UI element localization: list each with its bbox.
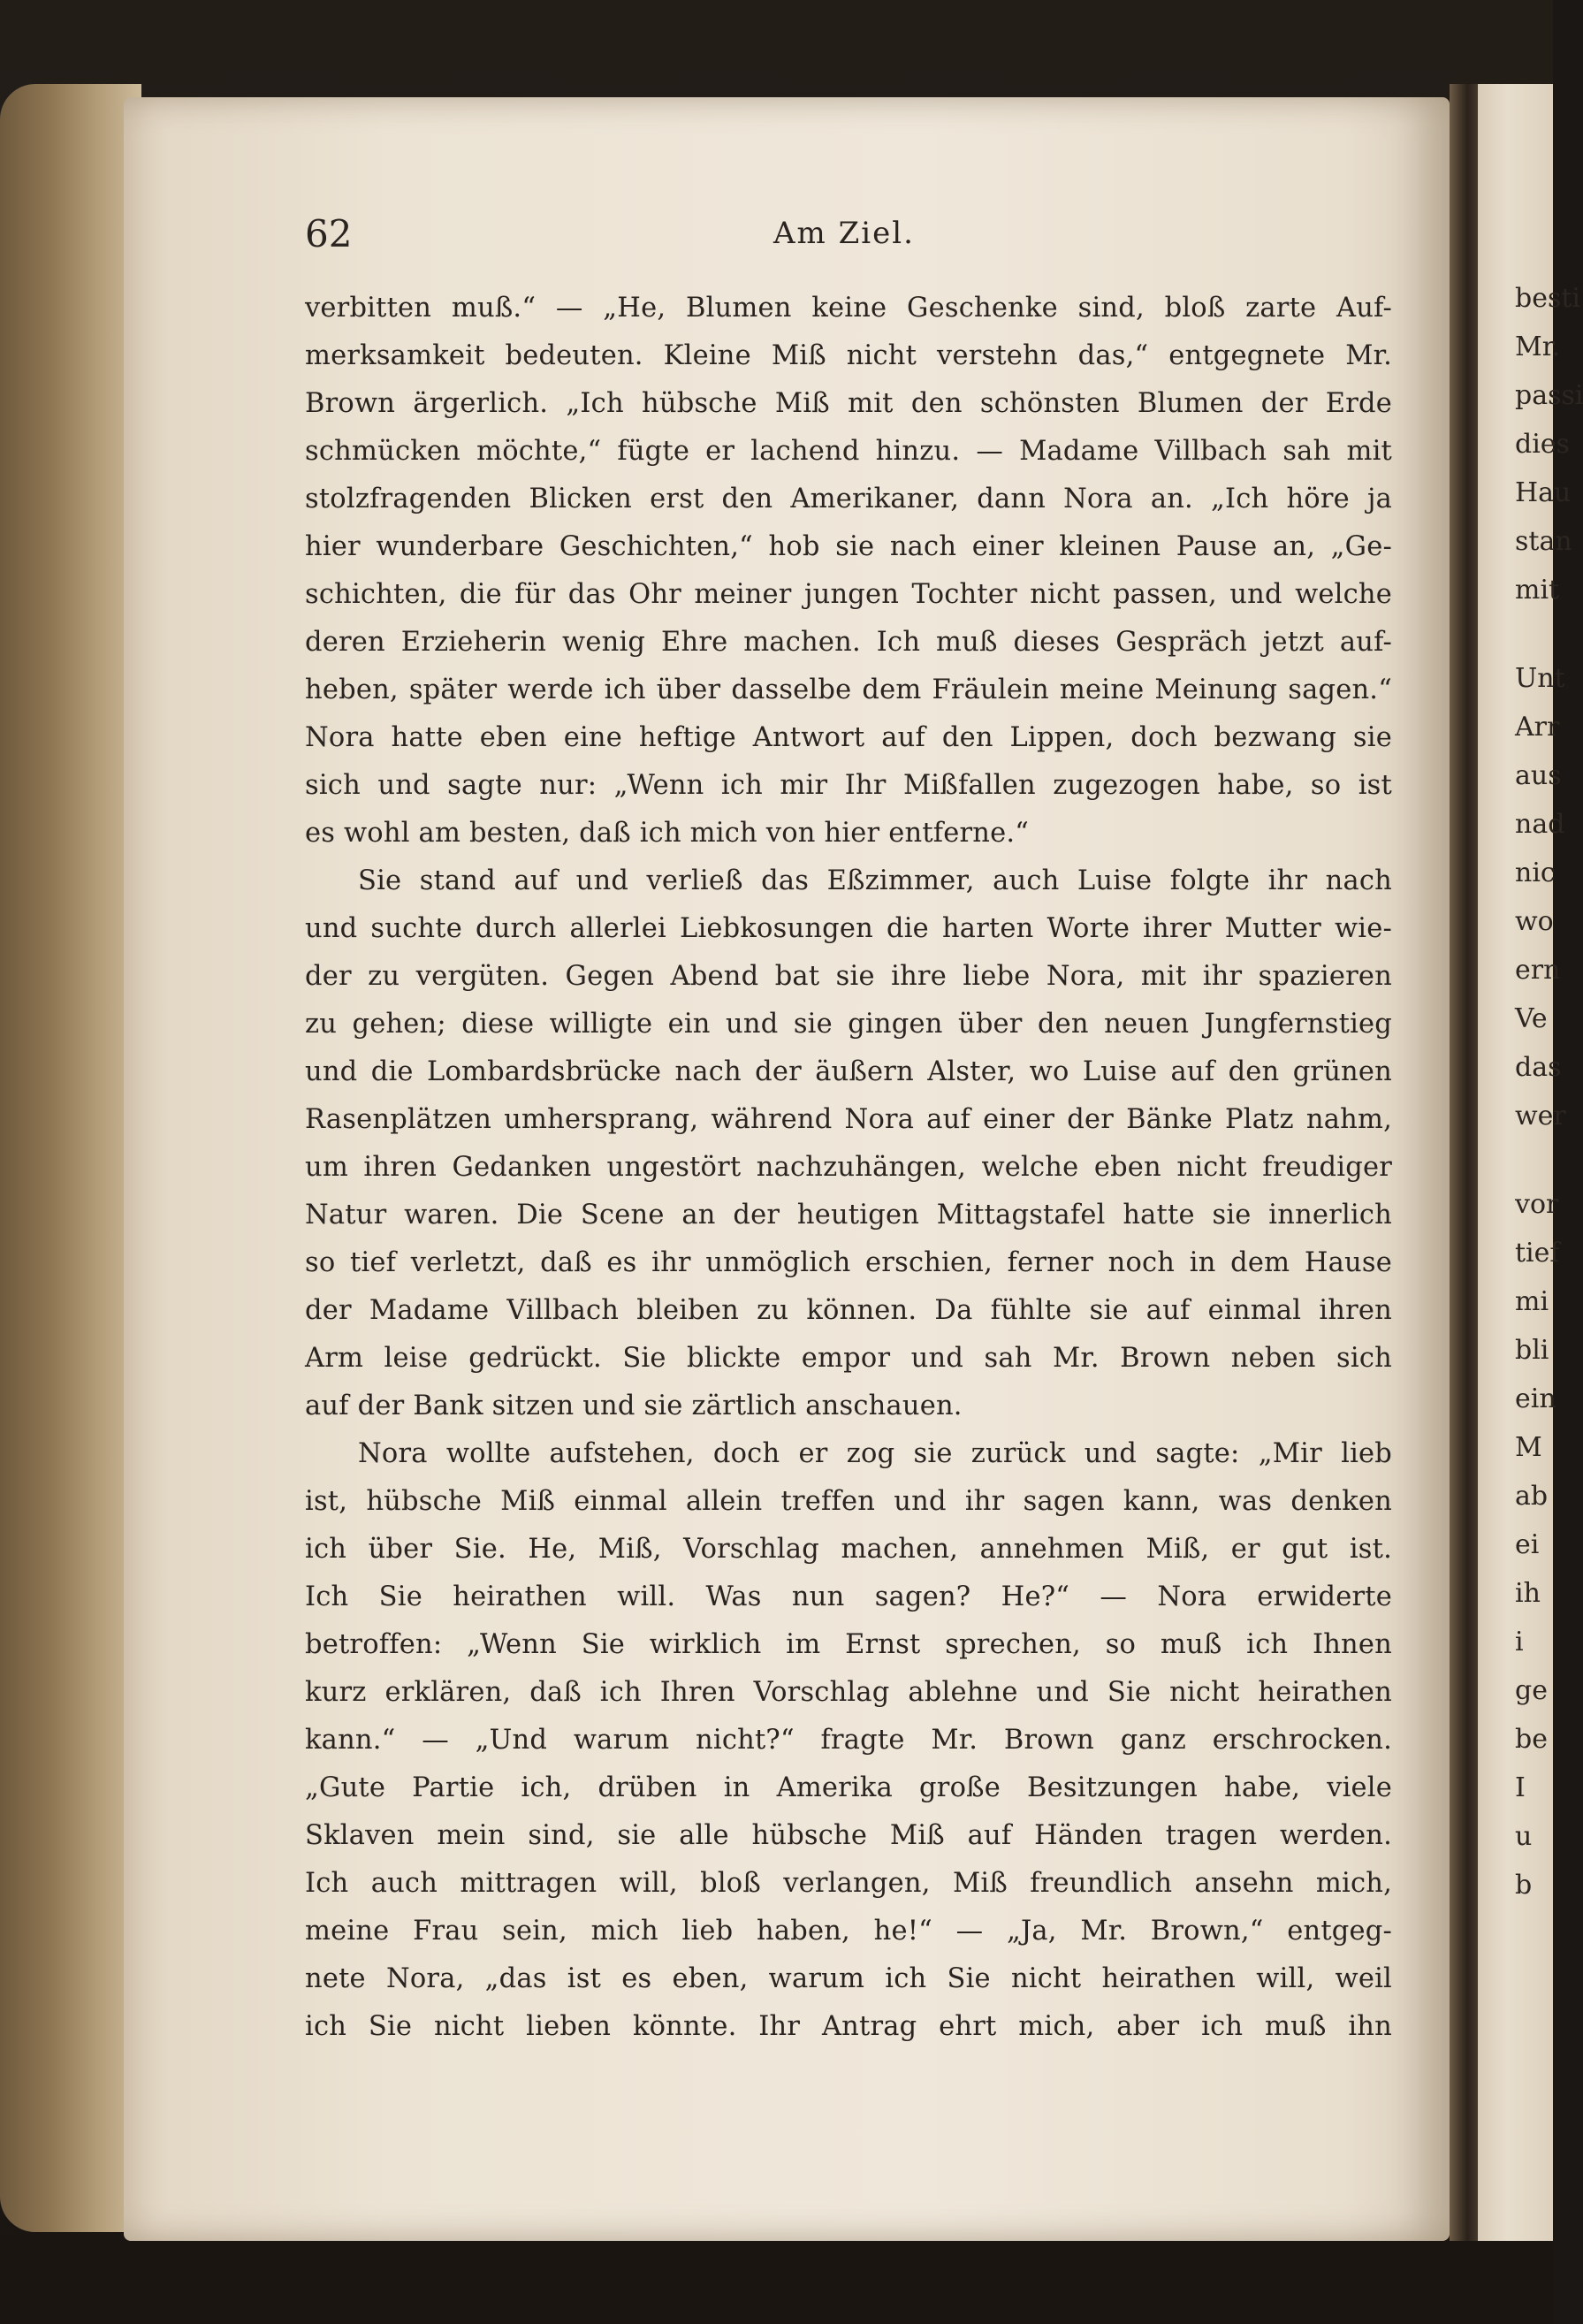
adjacent-page-fragment: besti	[1515, 283, 1581, 314]
adjacent-page-fragment: mi	[1515, 1286, 1549, 1317]
text-line: es wohl am besten, daß ich mich von hier entferne.“	[305, 818, 1030, 849]
adjacent-page-fragment: u	[1515, 1821, 1533, 1852]
adjacent-page-fragment: Unt	[1515, 663, 1565, 694]
adjacent-page-fragment: be	[1515, 1724, 1548, 1755]
text-line: hier wunderbare Geschichten,“ hob sie nach einer kleinen Pause an, „Ge-	[305, 531, 1392, 562]
adjacent-page-fragment: aus	[1515, 760, 1562, 791]
running-head: Am Ziel.	[773, 216, 915, 251]
text-line: Sklaven mein sind, sie alle hübsche Miß auf Händen tragen werden.	[305, 1820, 1392, 1851]
adjacent-page-fragment: wer	[1515, 1101, 1566, 1132]
text-line: Ich auch mittragen will, bloß verlangen, Miß freundlich ansehn mich,	[305, 1868, 1392, 1899]
adjacent-page-fragment: ge	[1515, 1675, 1548, 1706]
text-line: der zu vergüten. Gegen Abend bat sie ihre liebe Nora, mit ihr spazieren	[305, 961, 1392, 992]
text-line: verbitten muß.“ — „He, Blumen keine Geschenke sind, bloß zarte Auf-	[305, 293, 1392, 324]
adjacent-page-fragment: Hau	[1515, 477, 1572, 508]
text-line: Nora hatte eben eine heftige Antwort auf den Lippen, doch bezwang sie	[305, 722, 1392, 753]
adjacent-page-fragment: ei	[1515, 1529, 1540, 1560]
page-edges	[0, 84, 141, 2232]
text-line: deren Erzieherin wenig Ehre machen. Ich muß dieses Gespräch jetzt auf-	[305, 627, 1392, 658]
text-line: zu gehen; diese willigte ein und sie gingen über den neuen Jungfernstieg	[305, 1009, 1392, 1040]
text-line: meine Frau sein, mich lieb haben, he!“ — „Ja, Mr. Brown,“ entgeg-	[305, 1916, 1392, 1947]
adjacent-page-fragment: Mr.	[1515, 331, 1561, 362]
text-line: Arm leise gedrückt. Sie blickte empor und sah Mr. Brown neben sich	[305, 1343, 1392, 1374]
adjacent-page-fragment: Ve	[1515, 1003, 1548, 1034]
text-line: stolzfragenden Blicken erst den Amerikaner, dann Nora an. „Ich höre ja	[305, 484, 1392, 514]
text-line: „Gute Partie ich, drüben in Amerika große Besitzungen habe, viele	[305, 1772, 1392, 1803]
body-text	[305, 285, 1392, 2051]
adjacent-page-fragment: vor	[1515, 1189, 1559, 1220]
text-line: schmücken möchte,“ fügte er lachend hinzu. — Madame Villbach sah mit	[305, 436, 1392, 467]
adjacent-page-fragment: ern	[1515, 955, 1561, 986]
text-line: ich Sie nicht lieben könnte. Ihr Antrag ehrt mich, aber ich muß ihn	[305, 2011, 1392, 2042]
text-line: betroffen: „Wenn Sie wirklich im Ernst sprechen, so muß ich Ihnen	[305, 1629, 1392, 1660]
adjacent-page-fragment: i	[1515, 1627, 1524, 1657]
adjacent-page-fragment: ein	[1515, 1383, 1556, 1414]
adjacent-page-fragment: stan	[1515, 526, 1572, 557]
adjacent-page-fragment: bli	[1515, 1335, 1549, 1366]
text-line: und suchte durch allerlei Liebkosungen die harten Worte ihrer Mutter wie-	[305, 913, 1392, 944]
text-line: der Madame Villbach bleiben zu können. Da fühlte sie auf einmal ihren	[305, 1295, 1392, 1326]
text-line: Rasenplätzen umhersprang, während Nora auf einer der Bänke Platz nahm,	[305, 1104, 1392, 1135]
adjacent-page-fragment: passi	[1515, 380, 1583, 411]
adjacent-page-fragment: M	[1515, 1432, 1542, 1463]
paragraph-start-line: Sie stand auf und verließ das Eßzimmer, auch Luise folgte ihr nach	[358, 865, 1392, 896]
text-line: heben, später werde ich über dasselbe dem Fräulein meine Meinung sagen.“	[305, 674, 1392, 705]
text-line: sich und sagte nur: „Wenn ich mir Ihr Mißfallen zugezogen habe, so ist	[305, 770, 1392, 801]
adjacent-page-fragment: wo	[1515, 906, 1554, 937]
text-line: kurz erklären, daß ich Ihren Vorschlag ablehne und Sie nicht heirathen	[305, 1677, 1392, 1708]
text-line: schichten, die für das Ohr meiner jungen Tochter nicht passen, und welche	[305, 579, 1392, 610]
text-line: Natur waren. Die Scene an der heutigen Mittagstafel hatte sie innerlich	[305, 1200, 1392, 1231]
text-line: nete Nora, „das ist es eben, warum ich Sie nicht heirathen will, weil	[305, 1963, 1392, 1994]
text-line: kann.“ — „Und warum nicht?“ fragte Mr. Brown ganz erschrocken.	[305, 1725, 1392, 1756]
adjacent-page-fragment: dies	[1515, 429, 1570, 460]
text-line: ich über Sie. He, Miß, Vorschlag machen, annehmen Miß, er gut ist.	[305, 1534, 1392, 1565]
adjacent-page-fragment: nic	[1515, 857, 1556, 888]
adjacent-page-fragment: b	[1515, 1870, 1533, 1901]
adjacent-page-fragment: mit	[1515, 575, 1560, 606]
text-line: merksamkeit bedeuten. Kleine Miß nicht verstehn das,“ entgegnete Mr.	[305, 340, 1392, 371]
paragraph-start-line: Nora wollte aufstehen, doch er zog sie zurück und sagte: „Mir lieb	[358, 1438, 1392, 1469]
adjacent-page-fragment: tief	[1515, 1238, 1560, 1269]
text-line: auf der Bank sitzen und sie zärtlich anschauen.	[305, 1391, 963, 1421]
adjacent-page-fragment: nad	[1515, 809, 1565, 840]
adjacent-page-fragment: ab	[1515, 1481, 1549, 1512]
text-line: Ich Sie heirathen will. Was nun sagen? He?“ — Nora erwiderte	[305, 1581, 1392, 1612]
text-line: Brown ärgerlich. „Ich hübsche Miß mit den schönsten Blumen der Erde	[305, 388, 1392, 419]
adjacent-page-edge	[1478, 84, 1583, 2241]
page-number: 62	[305, 212, 353, 255]
adjacent-page-fragment: I	[1515, 1772, 1526, 1803]
page-header	[305, 212, 1392, 265]
adjacent-page-fragment: Arr	[1515, 712, 1560, 743]
text-line: um ihren Gedanken ungestört nachzuhängen, welche eben nicht freudiger	[305, 1152, 1392, 1183]
adjacent-page-fragment: ih	[1515, 1578, 1541, 1609]
adjacent-page-fragment: das	[1515, 1052, 1562, 1083]
text-line: und die Lombardsbrücke nach der äußern Alster, wo Luise auf den grünen	[305, 1056, 1392, 1087]
text-line: ist, hübsche Miß einmal allein treffen und ihr sagen kann, was denken	[305, 1486, 1392, 1517]
text-line: so tief verletzt, daß es ihr unmöglich erschien, ferner noch in dem Hause	[305, 1247, 1392, 1278]
